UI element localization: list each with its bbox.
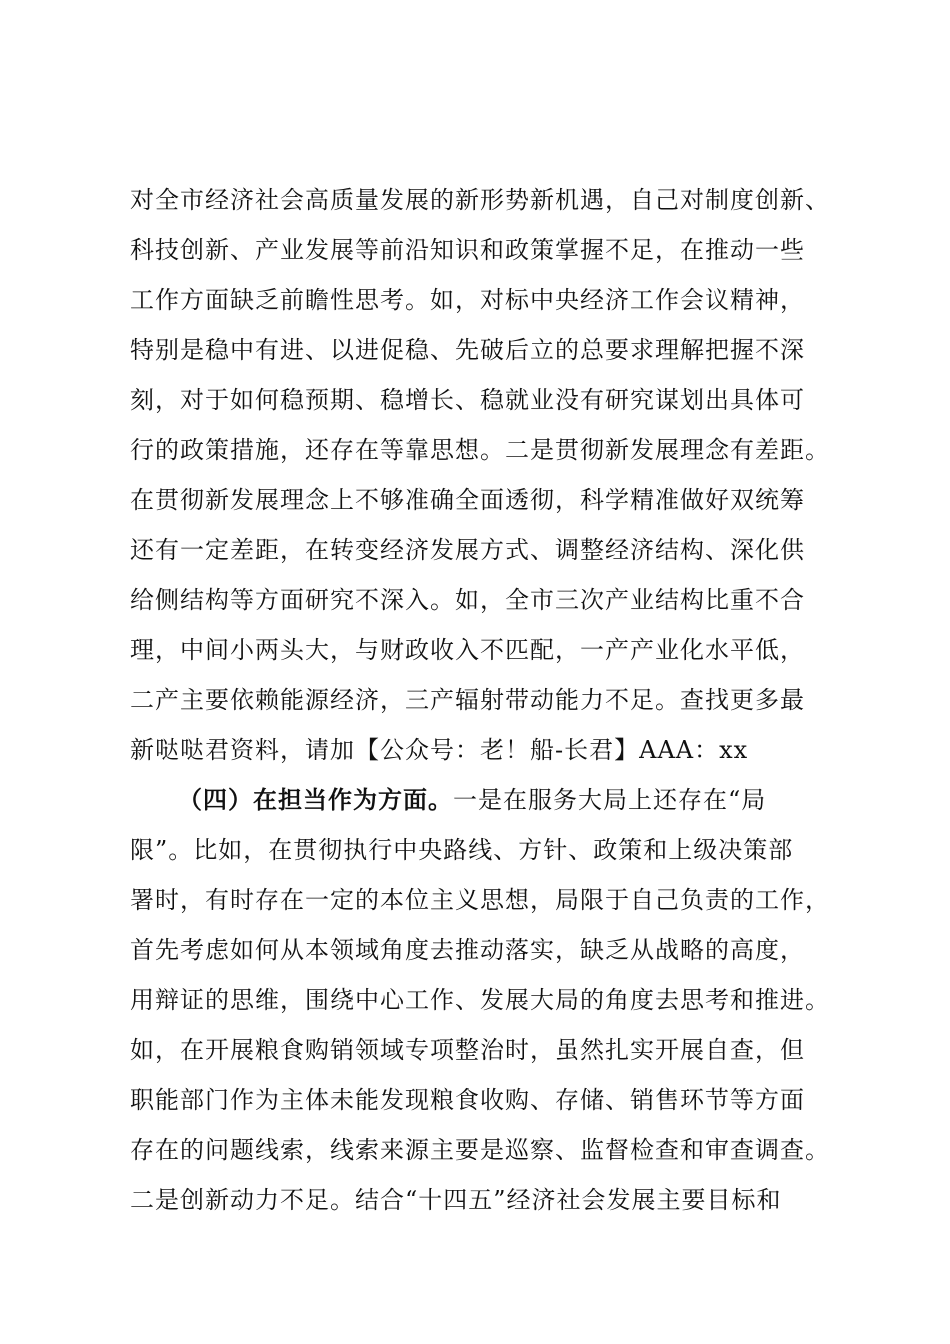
- paragraph-line: 工作方面缺乏前瞻性思考。如，对标中央经济工作会议精神，: [130, 286, 805, 314]
- paragraph-line: 新哒哒君资料，请加【公众号：老！船-长君】AAA：xx: [130, 736, 749, 764]
- section-4-first-line: [178, 778, 878, 822]
- paragraph-line: 署时，有时存在一定的本位主义思想，局限于自己负责的工作，: [130, 886, 830, 914]
- section-4-first-line-text: 一是在服务大局上还存在“局: [453, 786, 767, 814]
- paragraph-line: 存在的问题线索，线索来源主要是巡察、监督检查和审查调查。: [130, 1136, 830, 1164]
- paragraph-line: 行的政策措施，还存在等靠思想。二是贯彻新发展理念有差距。: [130, 436, 830, 464]
- paragraph-line: 用辩证的思维，围绕中心工作、发展大局的角度去思考和推进。: [130, 986, 830, 1014]
- paragraph-line: 刻，对于如何稳预期、稳增长、稳就业没有研究谋划出具体可: [130, 386, 805, 414]
- paragraph-line: 还有一定差距，在转变经济发展方式、调整经济结构、深化供: [130, 536, 805, 564]
- paragraph-line: 职能部门作为主体未能发现粮食收购、存储、销售环节等方面: [130, 1086, 805, 1114]
- paragraph-line: 如，在开展粮食购销领域专项整治时，虽然扎实开展自查，但: [130, 1036, 805, 1064]
- paragraph-line: 对全市经济社会高质量发展的新形势新机遇，自己对制度创新、: [130, 186, 830, 214]
- paragraph-line: 理，中间小两头大，与财政收入不匹配，一产产业化水平低，: [130, 636, 805, 664]
- paragraph-line: 二是创新动力不足。结合“十四五”经济社会发展主要目标和: [130, 1186, 782, 1214]
- paragraph-line: 首先考虑如何从本领域角度去推动落实，缺乏从战略的高度，: [130, 936, 805, 964]
- paragraph-line: 在贯彻新发展理念上不够准确全面透彻，科学精准做好双统筹: [130, 486, 805, 514]
- paragraph-line: 特别是稳中有进、以进促稳、先破后立的总要求理解把握不深: [130, 336, 805, 364]
- paragraph-line: 科技创新、产业发展等前沿知识和政策掌握不足，在推动一些: [130, 236, 805, 264]
- paragraph-line: 给侧结构等方面研究不深入。如，全市三次产业结构比重不合: [130, 586, 805, 614]
- paragraph-line: 限”。比如，在贯彻执行中央路线、方针、政策和上级决策部: [130, 836, 794, 864]
- paragraph-line: 二产主要依赖能源经济，三产辐射带动能力不足。查找更多最: [130, 686, 805, 714]
- section-4-heading: （四）在担当作为方面。: [178, 785, 453, 814]
